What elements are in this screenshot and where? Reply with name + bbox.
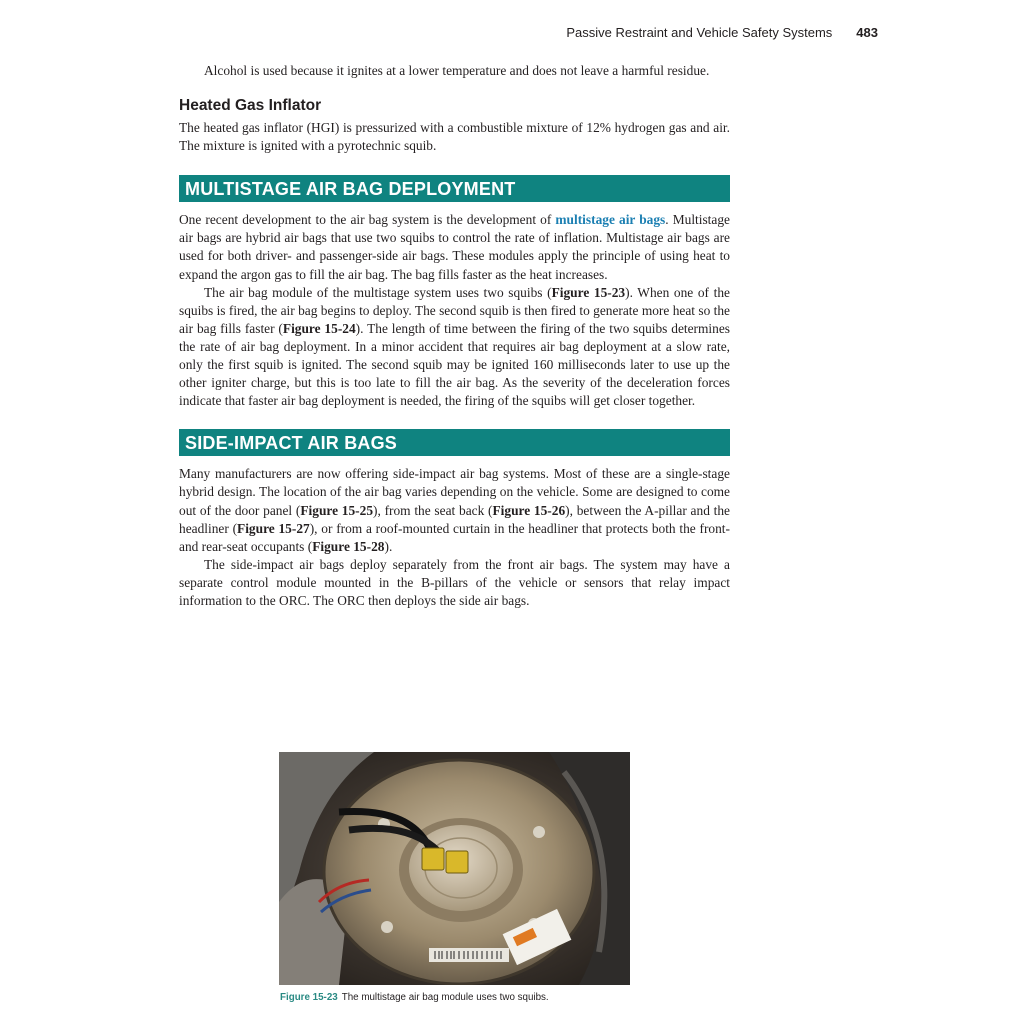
figure-ref: Figure 15-25 [300, 502, 374, 518]
multistage-section-heading: MULTISTAGE AIR BAG DEPLOYMENT [179, 175, 730, 202]
airbag-module-photo [279, 752, 630, 985]
figure-ref: Figure 15-26 [492, 502, 566, 518]
running-head [566, 25, 878, 40]
side-impact-paragraph-2: The side-impact air bags deploy separately from the front air bags. The system may have a separate control module mounted in the B-pillars of the vehicle or sensors that relay impact information to the ORC. The ORC then deploys the side air bags. [179, 556, 730, 608]
side-impact-section-heading: SIDE-IMPACT AIR BAGS [179, 429, 730, 456]
hgi-paragraph: The heated gas inflator (HGI) is pressurized with a combustible mixture of 12% hydrogen gas and air. The mixture is ignited with a pyrotechnic squib. [179, 120, 730, 154]
text-column [179, 62, 730, 610]
figure-ref: Figure 15-28 [312, 538, 385, 554]
key-term-link[interactable]: multistage air bags [555, 212, 666, 228]
figure-ref: Figure 15-24 [282, 320, 356, 336]
hgi-heading: Heated Gas Inflator [179, 97, 322, 115]
figure-label: Figure 15-23 [280, 992, 338, 1003]
figure-caption-text: The multistage air bag module uses two squibs. [341, 992, 549, 1003]
multistage-paragraph-2: The air bag module of the multistage system uses two squibs (Figure 15-23). When one of the squibs is fired, the air bag begins to deploy. The second squib is then fired to generate more heat so the air bag fills faster (Figure 15-24). The length of time between the firing of the two squibs determines the rate of air bag deployment. In a minor accident that requires air bag deployment at a slow rate, only the first squib is ignited. The second squib may be ignited 160 milliseconds later to use up the other igniter charge, but this is too late to fill the air bag. As the severity of the deceleration forces indicate that faster air bag deployment is needed, the firing of the squibs will get closer together. [179, 284, 730, 409]
intro-paragraph: Alcohol is used because it ignites at a lower temperature and does not leave a harmful residue. [204, 63, 710, 78]
side-impact-paragraph-1: Many manufacturers are now offering side-impact air bag systems. Most of these are a single-stage hybrid design. The location of the air bag varies depending on the vehicle. Some are designed to come out of the door panel (Figure 15-25), from the seat back (Figure 15-26), between the A-pillar and the headliner (Figure 15-27), or from a roof-mounted curtain in the headliner that protects both the front- and rear-seat occupants (Figure 15-28). [179, 466, 730, 554]
figure-ref: Figure 15-27 [237, 520, 310, 536]
figure-ref: Figure 15-23 [551, 284, 626, 300]
figure-caption [280, 992, 549, 1003]
running-title: Passive Restraint and Vehicle Safety Systems [566, 25, 833, 40]
multistage-paragraph-1: One recent development to the air bag system is the development of multistage air bags. Multistage air bags are hybrid air bags that use two squibs to control the rate of inflation. Multistage air bags are used for both driver- and passenger-side air bags. These modules apply the principle of using heat to expand the argon gas to fill the air bag. The bag fills faster as the heat increases. [179, 212, 730, 282]
page-number: 483 [856, 25, 878, 40]
